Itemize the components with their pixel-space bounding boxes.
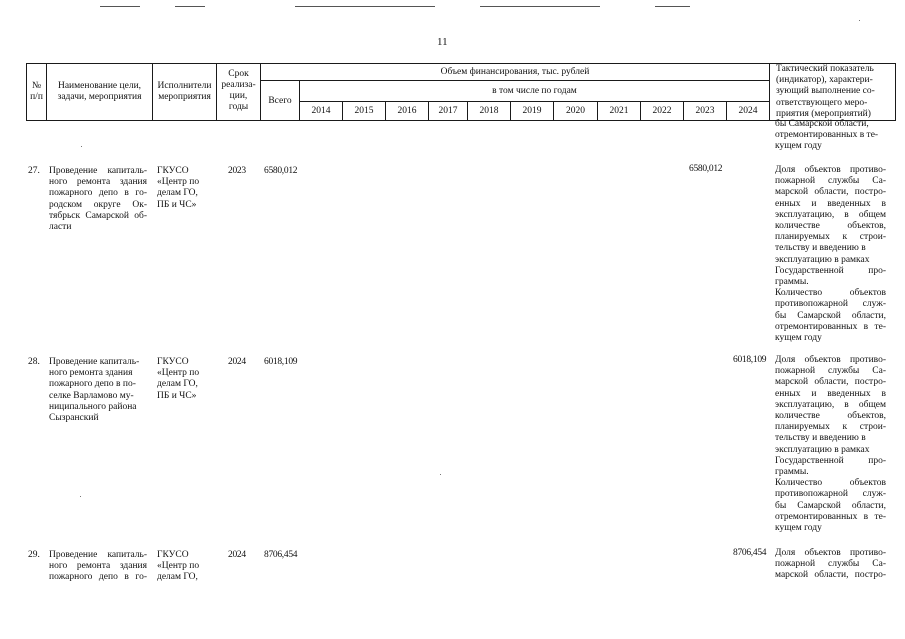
row-executor: ГКУСО «Центр по делам ГО, ПБ и ЧС» [157, 357, 200, 401]
row-total: 6018,109 [264, 357, 298, 367]
header-total: Всего [268, 96, 292, 106]
row-activity-name: Проведение капиталь- ного ремонта здания пожарного депо в го- родском округе Ок- тябрьск Самарской об- ласти [49, 166, 147, 233]
row-term: 2023 [228, 166, 246, 176]
row-indicator: Доля объектов противо- пожарной службы Са- марской области, постро- енных и введенных в эксплуатацию, в общем количестве объектов, планируемых к строи- тельству и введению в эксплуатацию в рамках Государственной про- граммы. Количество объектов противопожарной служ- бы Самарской области, отремонтированных в те- кущем году [775, 355, 886, 534]
header-including-by-years: в том числе по годам [492, 86, 577, 96]
header-financing: Объем финансирования, тыс. рублей [440, 67, 590, 77]
scan-line [480, 6, 600, 7]
header-term: Срок реализа- ции, годы [221, 69, 256, 112]
row-total: 6580,012 [264, 166, 298, 176]
scan-speck [859, 20, 860, 21]
scan-line [295, 6, 435, 7]
row-value-2024: 8706,454 [733, 548, 767, 558]
year-header-2022: 2022 [652, 106, 672, 116]
year-header-2015: 2015 [354, 106, 374, 116]
year-header-2016: 2016 [397, 106, 417, 116]
scan-line [100, 6, 140, 7]
row-number: 29. [28, 550, 40, 560]
header-executors: Исполнители мероприятия [157, 81, 212, 102]
row-indicator: Доля объектов противо- пожарной службы Са- марской области, постро- енных и введенных в эксплуатацию, в общем количестве объектов, планируемых к строи- тельству и введению в эксплуатацию в рамках Государственной про- граммы. Количество объектов противопожарной служ- бы Самарской области, отремонтированных в те- кущем году [775, 165, 886, 344]
row-term: 2024 [228, 357, 246, 367]
row-value-2024: 6018,109 [733, 355, 767, 365]
row-executor: ГКУСО «Центр по делам ГО, [157, 550, 200, 583]
year-header-2024: 2024 [738, 106, 758, 116]
row-activity-name: Проведение капиталь- ного ремонта здания пожарного депо в по- селке Варламово му- ниципального района Сызранский [49, 357, 140, 424]
row-number: 28. [28, 357, 40, 367]
row-indicator: Доля объектов противо- пожарной службы Са- марской области, постро- [775, 548, 886, 581]
carryover-indicator-text: бы Самарской области, отремонтированных в те- кущем году [775, 119, 879, 152]
year-header-2021: 2021 [609, 106, 629, 116]
row-total: 8706,454 [264, 550, 298, 560]
scan-speck [440, 474, 441, 475]
row-activity-name: Проведение капиталь- ного ремонта здания пожарного депо в го- [49, 550, 147, 583]
row-value-2023: 6580,012 [689, 164, 723, 174]
scan-speck [80, 496, 81, 497]
year-header-2020: 2020 [566, 106, 585, 116]
row-number: 27. [28, 166, 40, 176]
page-number: 11 [437, 36, 448, 48]
header-name: Наименование цели, задачи, мероприятия [57, 81, 142, 102]
year-header-2023: 2023 [695, 106, 715, 116]
year-header-2014: 2014 [311, 106, 331, 116]
scan-line [655, 6, 690, 7]
year-header-2017: 2017 [438, 106, 458, 116]
scan-speck [81, 146, 82, 147]
header-number: № п/п [30, 81, 43, 102]
header-tactical-indicator: Тактический показатель (индикатор), характери- зующий выполнение со- ответствующего меро- приятия (мероприятий) [776, 64, 875, 119]
row-term: 2024 [228, 550, 246, 560]
year-header-2018: 2018 [479, 106, 499, 116]
row-executor: ГКУСО «Центр по делам ГО, ПБ и ЧС» [157, 166, 200, 210]
scan-line [175, 6, 205, 7]
year-header-2019: 2019 [522, 106, 542, 116]
